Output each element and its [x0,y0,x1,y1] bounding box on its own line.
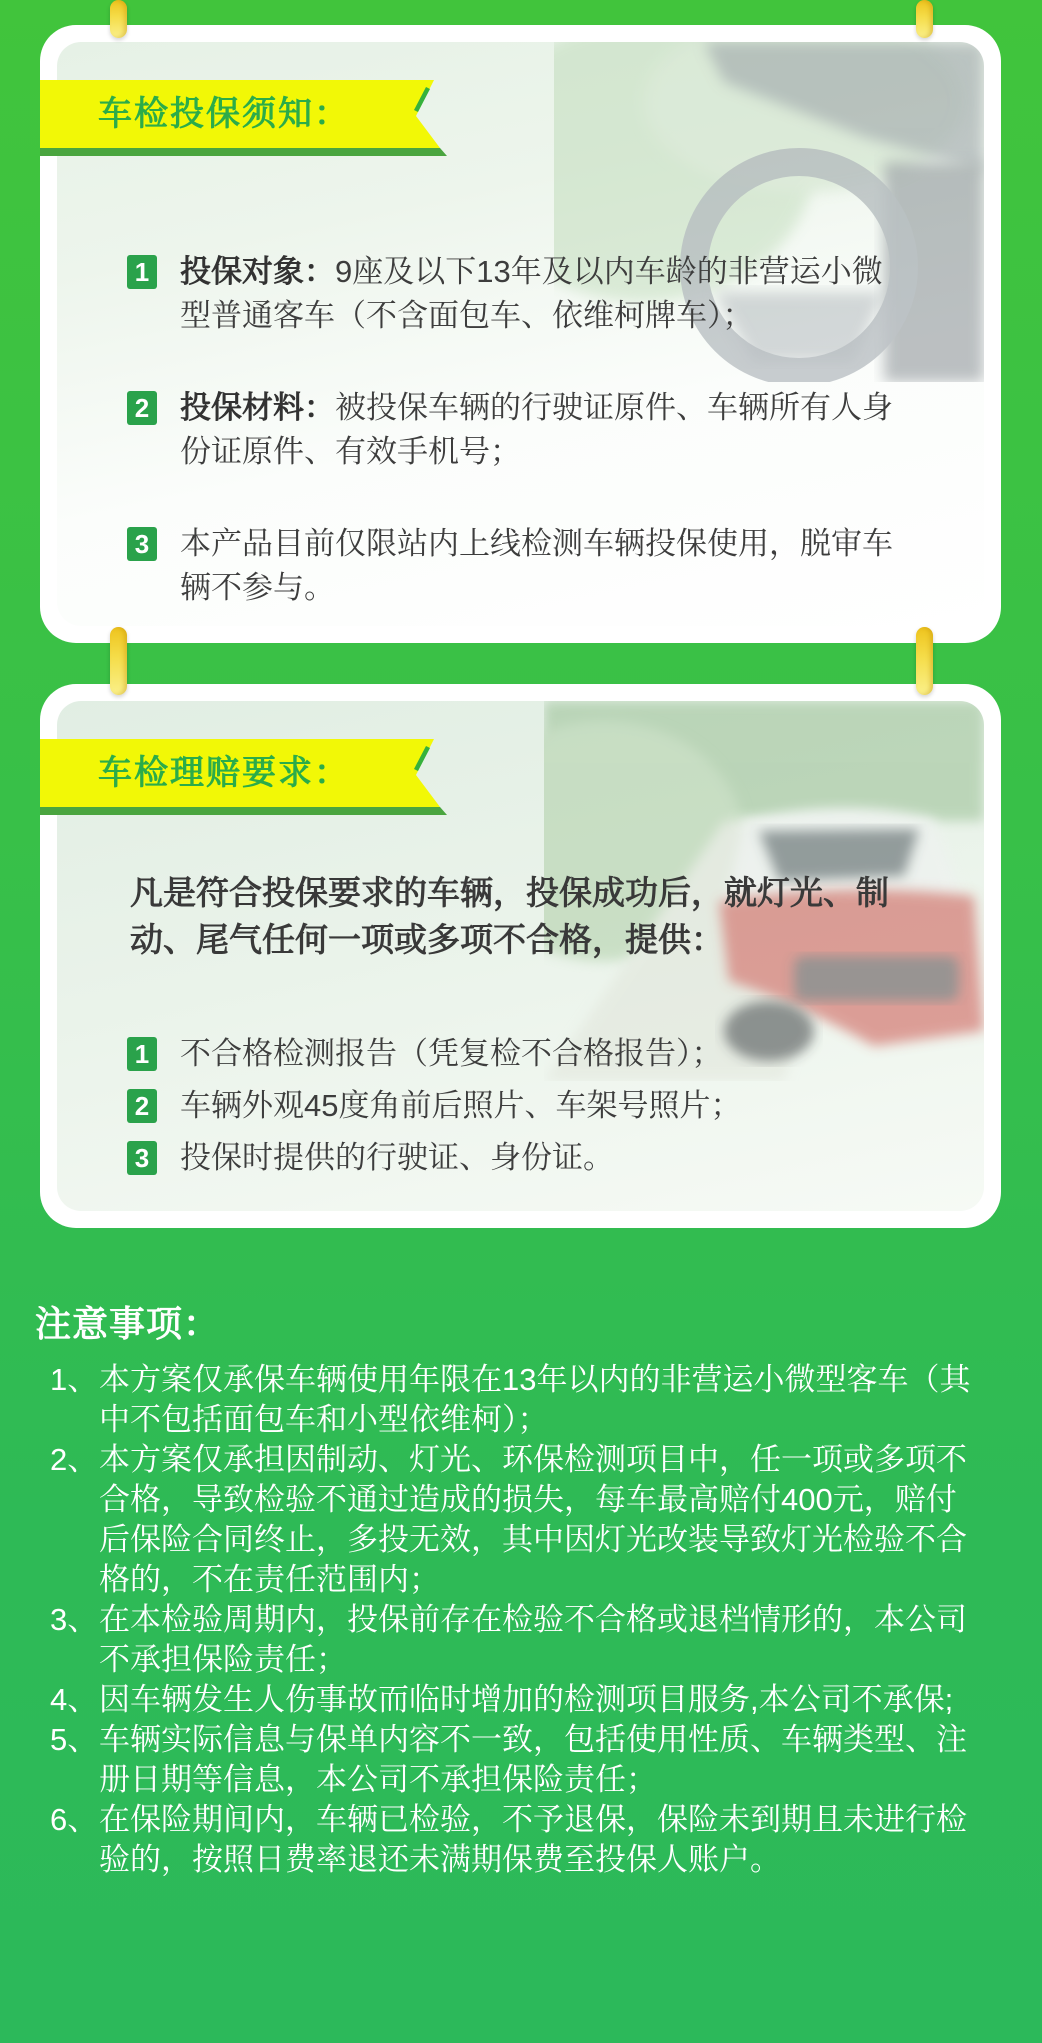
note-text: 本方案仅承担因制动、灯光、环保检测项目中，任一项或多项不合格，导致检验不通过造成的损失，每车最高赔付400元，赔付后保险合同终止，多投无效，其中因灯光改装导致灯光检验不合格的，不在责任范围内； [99,1442,967,1597]
number-badge: 1 [127,255,157,289]
card-claim-requirements [40,684,1001,1228]
number-badge: 2 [127,1089,157,1123]
note-text: 因车辆发生人伤事故而临时增加的检测项目服务,本公司不承保; [99,1682,954,1717]
list-item [127,386,895,474]
item-body: 9座及以下13年及以内车龄的非营运小微型普通客车（不含面包车、依维柯牌车）； [180,254,883,333]
claim-intro-paragraph: 凡是符合投保要求的车辆，投保成功后，就灯光、制动、尾气任何一项或多项不合格，提供： [130,874,889,958]
hanger-pin-middle-right [916,627,933,695]
item-body: 被投保车辆的行驶证原件、车辆所有人身份证原件、有效手机号； [180,390,893,469]
ribbon-banner [40,739,452,817]
hanger-pin-top-right [916,0,933,38]
note-number: 3、 [50,1602,99,1637]
note-text: 在本检验周期内，投保前存在检验不合格或退档情形的，本公司不承担保险责任； [99,1602,967,1677]
ribbon-banner [40,80,452,158]
note-item [50,1680,1030,1720]
item-text [180,250,895,338]
card-insurance-notice [40,25,1001,643]
item-body: 投保时提供的行驶证、身份证。 [180,1140,614,1175]
note-number: 5、 [50,1722,99,1757]
list-item [127,522,895,610]
number-badge: 3 [127,1141,157,1175]
note-text: 车辆实际信息与保单内容不一致，包括使用性质、车辆类型、注册日期等信息，本公司不承担保险责任； [99,1722,967,1797]
list-item [127,1084,960,1128]
note-text: 在保险期间内，车辆已检验，不予退保，保险未到期且未进行检验的，按照日费率退还未满期保费至投保人账户。 [99,1802,967,1877]
note-item [50,1600,1030,1680]
card1-ribbon-title: 车检投保须知： [98,95,350,133]
note-text: 本方案仅承保车辆使用年限在13年以内的非营运小微型客车（其中不包括面包车和小型依维柯）； [99,1362,971,1437]
notes-list [50,1360,1030,1880]
item-text [180,522,895,610]
list-item [127,1032,960,1076]
card2-item-list [127,1032,960,1188]
number-badge: 3 [127,527,157,561]
item-body: 车辆外观45度角前后照片、车架号照片； [180,1088,742,1123]
item-label: 投保对象： [180,254,335,289]
hanger-pin-top-left [110,0,127,38]
note-number: 2、 [50,1442,99,1477]
item-body: 不合格检测报告（凭复检不合格报告）； [180,1036,723,1071]
card2-ribbon-title: 车检理赔要求： [98,754,350,792]
list-item [127,1136,960,1180]
note-number: 4、 [50,1682,99,1717]
number-badge: 2 [127,391,157,425]
item-body: 本产品目前仅限站内上线检测车辆投保使用，脱审车辆不参与。 [180,526,893,605]
list-item [127,250,895,338]
number-badge: 1 [127,1037,157,1071]
note-item [50,1720,1030,1800]
item-label: 投保材料： [180,390,335,425]
card1-item-list [127,250,895,658]
note-item [50,1800,1030,1880]
notes-heading: 注意事项： [35,1303,221,1344]
item-text [180,386,895,474]
note-item [50,1440,1030,1600]
note-item [50,1360,1030,1440]
note-number: 1、 [50,1362,99,1397]
note-number: 6、 [50,1802,99,1837]
hanger-pin-middle-left [110,627,127,695]
